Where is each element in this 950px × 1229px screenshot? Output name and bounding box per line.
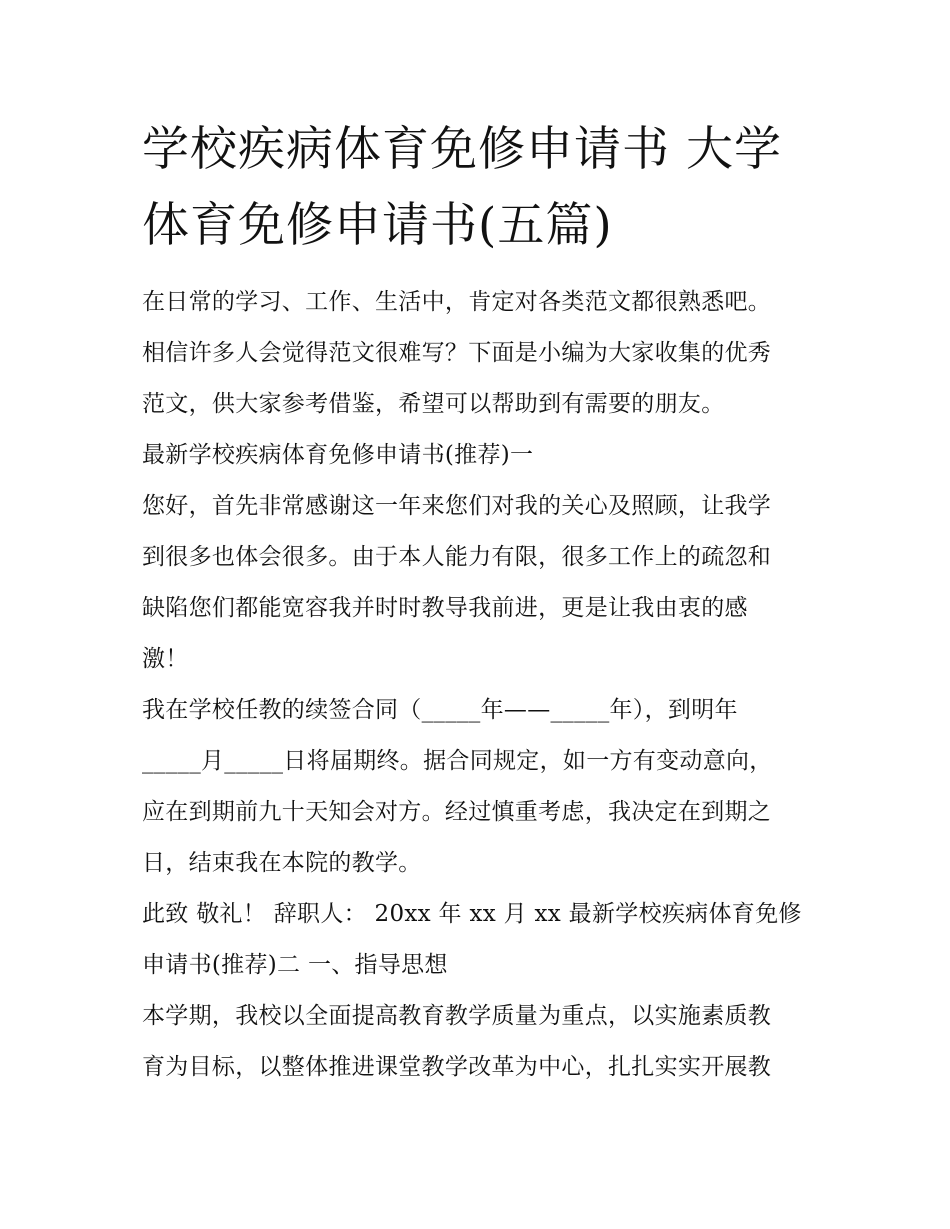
body-line-14: 申请书(推荐)二 一、指导思想 [142,952,448,978]
document-title [142,112,822,264]
body-line-12: 日，结束我在本院的教学。 [142,850,422,876]
body-line-15: 本学期，我校以全面提高教育教学质量为重点，以实施素质教 [142,1003,772,1029]
body-line-6: 到很多也体会很多。由于本人能力有限，很多工作上的疏忽和 [142,544,772,570]
body-line-3: 范文，供大家参考借鉴，希望可以帮助到有需要的朋友。 [142,391,725,417]
body-line-7: 缺陷您们都能宽容我并时时教导我前进，更是让我由衷的感 [142,595,748,621]
body-line-5: 您好，首先非常感谢这一年来您们对我的关心及照顾，让我学 [142,493,772,519]
body-line-9: 我在学校任教的续签合同（_____年——_____年），到明年 [142,697,738,723]
body-line-8: 激！ [142,646,189,672]
title-line-1: 学校疾病体育免修申请书 大学 [142,122,782,177]
title-line-2: 体育免修申请书(五篇) [142,198,613,253]
body-line-10: _____月_____日将届期终。据合同规定，如一方有变动意向， [142,748,773,774]
document-body [142,277,822,1093]
body-line-2: 相信许多人会觉得范文很难写？下面是小编为大家收集的优秀 [142,340,772,366]
section-heading-1: 最新学校疾病体育免修申请书(推荐)一 [142,442,534,468]
body-line-1: 在日常的学习、工作、生活中，肯定对各类范文都很熟悉吧。 [142,289,772,315]
body-line-16: 育为目标，以整体推进课堂教学改革为中心，扎扎实实开展教 [142,1054,772,1080]
body-line-11: 应在到期前九十天知会对方。经过慎重考虑，我决定在到期之 [142,799,772,825]
body-line-13: 此致 敬礼！ 辞职人： 20xx 年 xx 月 xx 最新学校疾病体育免修 [142,901,802,927]
document-content [142,112,822,1093]
